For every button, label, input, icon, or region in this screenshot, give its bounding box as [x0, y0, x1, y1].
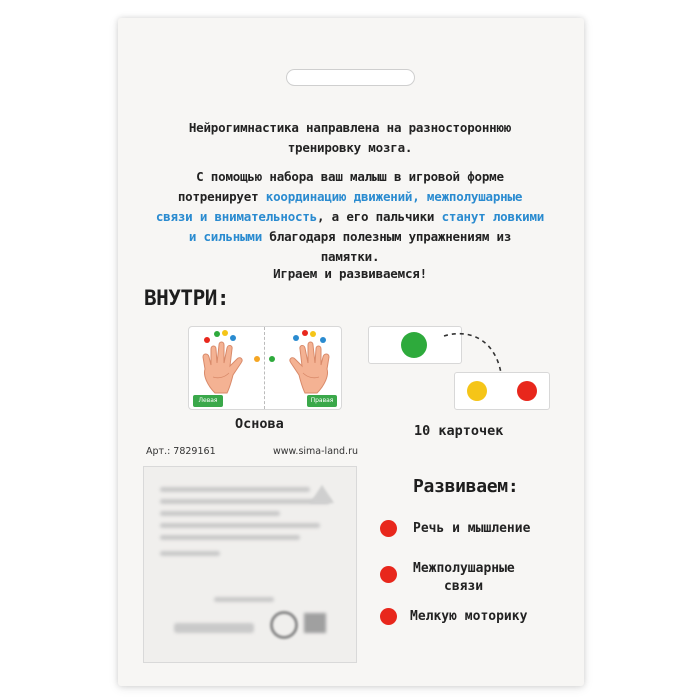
finger-dot: [214, 331, 220, 337]
mini-card: [454, 372, 550, 410]
highlight-span: и сильными: [188, 229, 263, 244]
website: www.sima-land.ru: [273, 446, 359, 457]
develop-item: Речь и мышление: [413, 521, 531, 536]
blurred-line: [214, 597, 274, 602]
develop-item: Межполушарные: [413, 561, 515, 576]
finger-dot: [310, 331, 316, 337]
blurred-line: [160, 499, 330, 504]
red-dot: [517, 381, 537, 401]
finger-dot: [269, 356, 275, 362]
text-span: благодаря полезным упражнениям из: [262, 229, 512, 244]
eac-icon: [304, 613, 326, 633]
intro-line: [140, 187, 560, 207]
finger-dot: [222, 330, 228, 336]
develop-item: связи: [444, 579, 484, 594]
left-tag: Левая: [193, 395, 223, 407]
highlight-span: связи и внимательность: [155, 209, 318, 224]
develop-title: Развиваем:: [413, 476, 519, 497]
intro-line: тренировку мозга.: [287, 140, 413, 155]
highlight-span: координацию движений, межполушарные: [265, 189, 523, 204]
intro-paragraph-1: [140, 118, 560, 158]
inside-title: ВНУТРИ:: [144, 286, 230, 310]
bullet-dot: [380, 520, 397, 537]
cards-caption: 10 карточек: [414, 423, 504, 439]
hanger-hole: [286, 69, 415, 86]
intro-paragraph-2: [140, 167, 560, 267]
blurred-line: [160, 523, 320, 528]
finger-dot: [320, 337, 326, 343]
blurred-line: [160, 487, 310, 492]
blurred-line: [174, 623, 254, 633]
intro-line: [140, 207, 560, 227]
warning-icon: [310, 485, 334, 503]
right-tag: Правая: [307, 395, 337, 407]
intro-line: С помощью набора ваш малыш в игровой форме: [196, 169, 504, 184]
finger-dot: [293, 335, 299, 341]
bullet-dot: [380, 608, 397, 625]
blurred-line: [160, 511, 280, 516]
highlight-span: станут ловкими: [441, 209, 545, 224]
blurred-line: [160, 551, 220, 556]
blurred-info-box: [143, 466, 357, 663]
intro-line: памятки.: [320, 249, 380, 264]
right-hand-icon: [273, 339, 335, 395]
blurred-line: [160, 535, 300, 540]
text-span: , а его пальчики: [317, 209, 442, 224]
intro-line: [140, 227, 560, 247]
text-span: потренирует: [177, 189, 266, 204]
finger-dot: [230, 335, 236, 341]
base-caption: Основа: [235, 416, 284, 432]
left-hand-icon: [197, 339, 259, 395]
slogan: Играем и развиваемся!: [273, 266, 427, 281]
divider: [264, 327, 266, 409]
develop-item: Мелкую моторику: [410, 609, 528, 624]
base-board-image: [188, 326, 342, 410]
green-dot: [401, 332, 427, 358]
article-number: Арт.: 7829161: [146, 446, 216, 457]
bullet-dot: [380, 566, 397, 583]
finger-dot: [302, 330, 308, 336]
intro-line: Нейрогимнастика направлена на разностороннюю: [188, 120, 512, 135]
finger-dot: [204, 337, 210, 343]
no-small-parts-icon: [270, 611, 298, 639]
finger-dot: [254, 356, 260, 362]
yellow-dot: [467, 381, 487, 401]
